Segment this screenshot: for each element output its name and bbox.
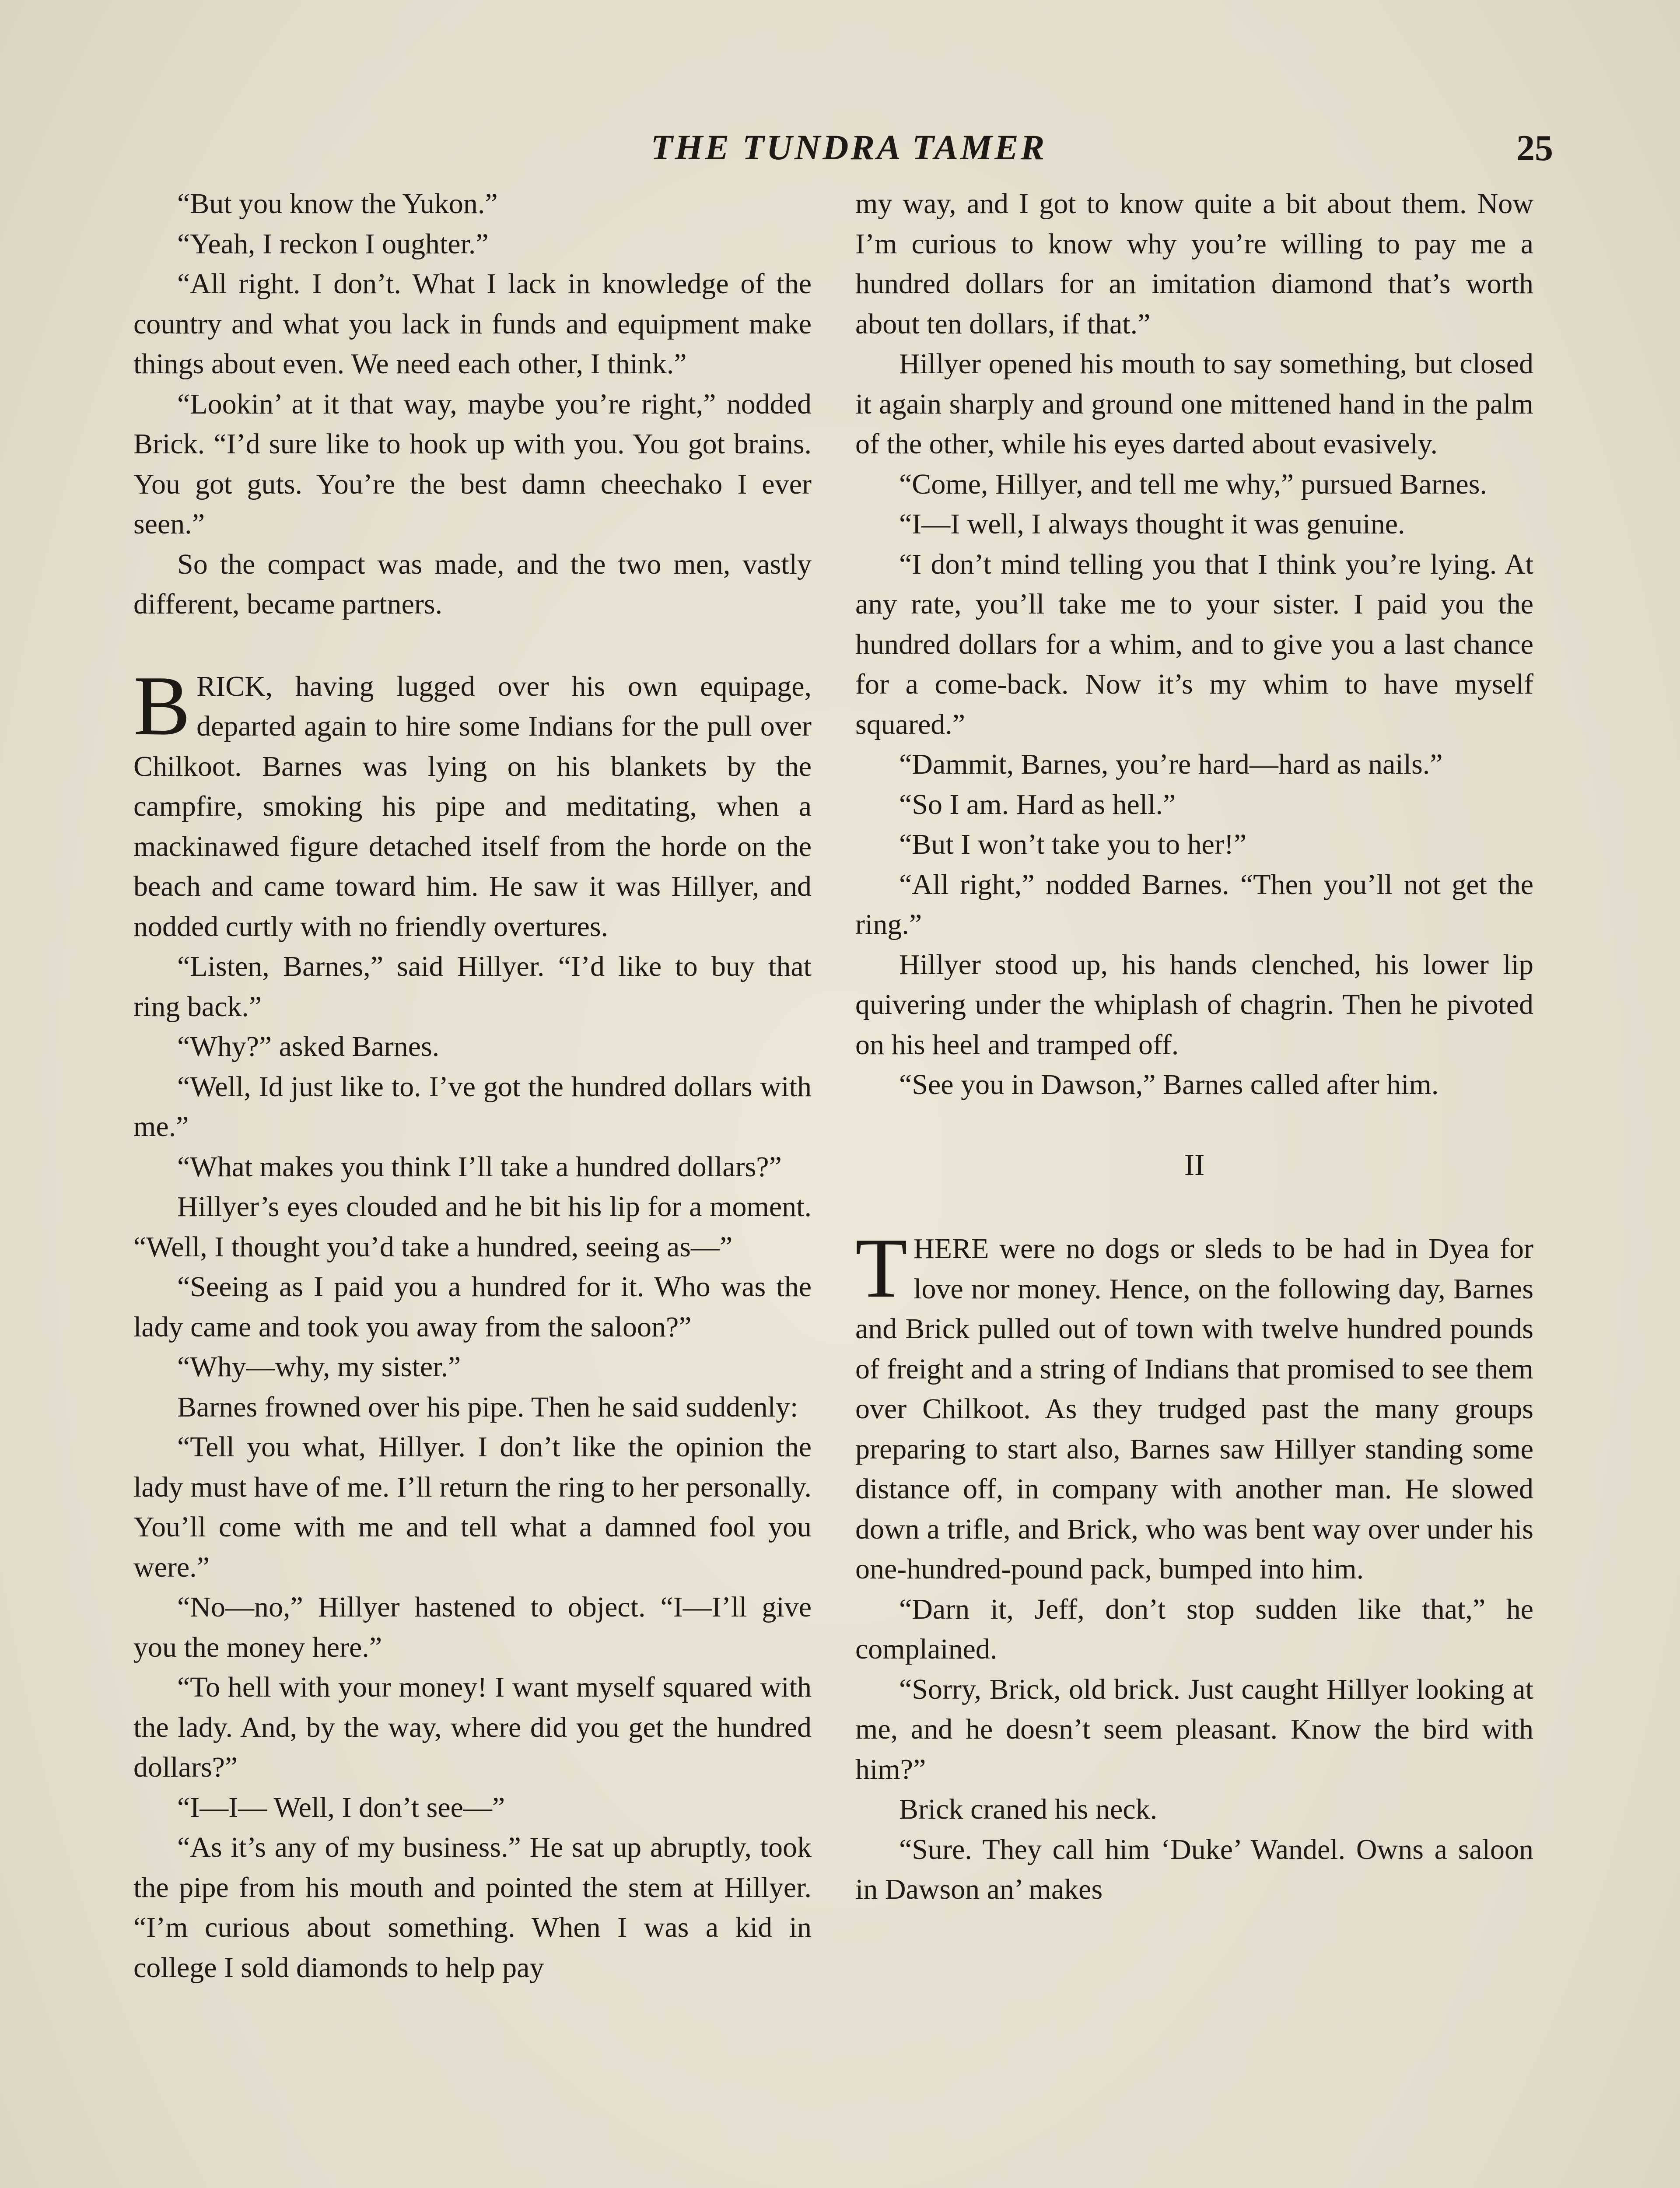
paragraph: “Why?” asked Barnes. xyxy=(177,1031,440,1062)
paragraph: “Sorry, Brick, old brick. Just caught Hillyer looking at me, and he doesn’t seem pleasant. Know the bird with him?” xyxy=(855,1673,1533,1785)
paragraph: “No—no,” Hillyer hastened to object. “I—I’ll give you the money here.” xyxy=(133,1591,812,1663)
paragraph: So the compact was made, and the two men, vastly different, became partners. xyxy=(133,548,812,620)
section-numeral: II xyxy=(1184,1148,1205,1182)
paragraph: Hillyer opened his mouth to say something, but closed it again sharply and ground one mittened hand in the palm of the other, while his eyes darted about evasively. xyxy=(855,348,1533,460)
paragraph: “As it’s any of my business.” He sat up abruptly, took the pipe from his mouth and pointed the stem at Hillyer. “I’m curious about something. When I was a kid in college I sold diamonds to help pay xyxy=(133,1831,812,1984)
paragraph: “Why—why, my sister.” xyxy=(177,1351,461,1383)
dropcap-paragraph xyxy=(133,658,812,947)
paragraph: “All right. I don’t. What I lack in knowledge of the country and what you lack in funds and equipment make things about even. We need each other, I think.” xyxy=(133,268,812,380)
paragraph: “Sure. They call him ‘Duke’ Wandel. Owns a saloon in Dawson an’ makes xyxy=(855,1833,1533,1905)
dropcap-paragraph-text: RICK, having lugged over his own equipage, departed again to hire some Indians for the pull over Chilkoot. Barnes was lying on his blankets by the campfire, smoking his pipe and meditating, when a mackinawed figure detached itself from the horde on the beach and came toward him. He saw it was Hillyer, and nodded curtly with no friendly overtures. xyxy=(133,670,812,943)
dropcap-letter: T xyxy=(855,1221,908,1315)
paragraph: “But I won’t take you to her!” xyxy=(899,828,1247,860)
paragraph: “I don’t mind telling you that I think you’re lying. At any rate, you’ll take me to your sister. I paid you the hundred dollars for a whim, and to give you a last chance for a come-back. Now it’s my whim to have myself squared.” xyxy=(855,548,1533,740)
paragraph: Hillyer’s eyes clouded and he bit his lip for a moment. “Well, I thought you’d take a hundred, seeing as—” xyxy=(133,1191,812,1263)
left-column xyxy=(133,184,812,2188)
paragraph: “I—I— Well, I don’t see—” xyxy=(177,1791,505,1823)
page-header xyxy=(144,127,1553,179)
paragraph: “Tell you what, Hillyer. I don’t like the opinion the lady must have of me. I’ll return the ring to her personally. You’ll come with me and tell what a damned fool you were.” xyxy=(133,1431,812,1583)
running-title: THE TUNDRA TAMER xyxy=(651,127,1047,167)
paragraph: “Dammit, Barnes, you’re hard—hard as nails.” xyxy=(899,748,1443,780)
paragraph: “But you know the Yukon.” xyxy=(177,188,498,220)
paragraph: “Yeah, I reckon I oughter.” xyxy=(177,228,489,260)
paragraph: Brick craned his neck. xyxy=(899,1793,1158,1825)
paragraph: “Darn it, Jeff, don’t stop sudden like that,” he complained. xyxy=(855,1593,1533,1665)
section-break xyxy=(133,624,812,666)
paragraph: “Seeing as I paid you a hundred for it. Who was the lady came and took you away from the saloon?” xyxy=(133,1271,812,1343)
paragraph: “What makes you think I’ll take a hundred dollars?” xyxy=(177,1150,782,1183)
paragraph: my way, and I got to know quite a bit about them. Now I’m curious to know why you’re willing to pay me a hundred dollars for an imitation diamond that’s worth about ten dollars, if that.” xyxy=(855,188,1533,340)
page-number: 25 xyxy=(1516,128,1553,168)
paragraph: Barnes frowned over his pipe. Then he said suddenly: xyxy=(177,1391,798,1423)
dropcap-paragraph xyxy=(855,1221,1533,1589)
paragraph: “I—I well, I always thought it was genuine. xyxy=(899,508,1405,540)
right-column xyxy=(855,184,1533,2188)
dropcap-letter: B xyxy=(133,658,191,753)
dropcap-paragraph-text: HERE were no dogs or sleds to be had in Dyea for love nor money. Hence, on the following day, Barnes and Brick pulled out of town with twelve hundred pounds of freight and a string of Indians that promised to see them over Chilkoot. As they trudged past the many groups preparing to start also, Barnes saw Hillyer standing some distance off, in company with another man. He slowed down a trifle, and Brick, who was bent way over under his one-hundred-pound pack, bumped into him. xyxy=(855,1233,1533,1585)
paragraph: “Lookin’ at it that way, maybe you’re right,” nodded Brick. “I’d sure like to hook up with you. You got brains. You got guts. You’re the best damn cheechako I ever seen.” xyxy=(133,388,812,540)
paragraph: “Listen, Barnes,” said Hillyer. “I’d like to buy that ring back.” xyxy=(133,950,812,1023)
paragraph: “Well, Id just like to. I’ve got the hundred dollars with me.” xyxy=(133,1070,812,1143)
paragraph: “So I am. Hard as hell.” xyxy=(899,788,1176,820)
paragraph: “See you in Dawson,” Barnes called after him. xyxy=(899,1069,1439,1101)
paragraph: “Come, Hillyer, and tell me why,” pursued Barnes. xyxy=(899,468,1487,500)
paragraph: “All right,” nodded Barnes. “Then you’ll not get the ring.” xyxy=(855,868,1533,940)
paragraph: “To hell with your money! I want myself squared with the lady. And, by the way, where did you get the hundred dollars?” xyxy=(133,1671,812,1783)
paragraph: Hillyer stood up, his hands clenched, his lower lip quivering under the whiplash of chagrin. Then he pivoted on his heel and tramped off. xyxy=(855,948,1533,1061)
